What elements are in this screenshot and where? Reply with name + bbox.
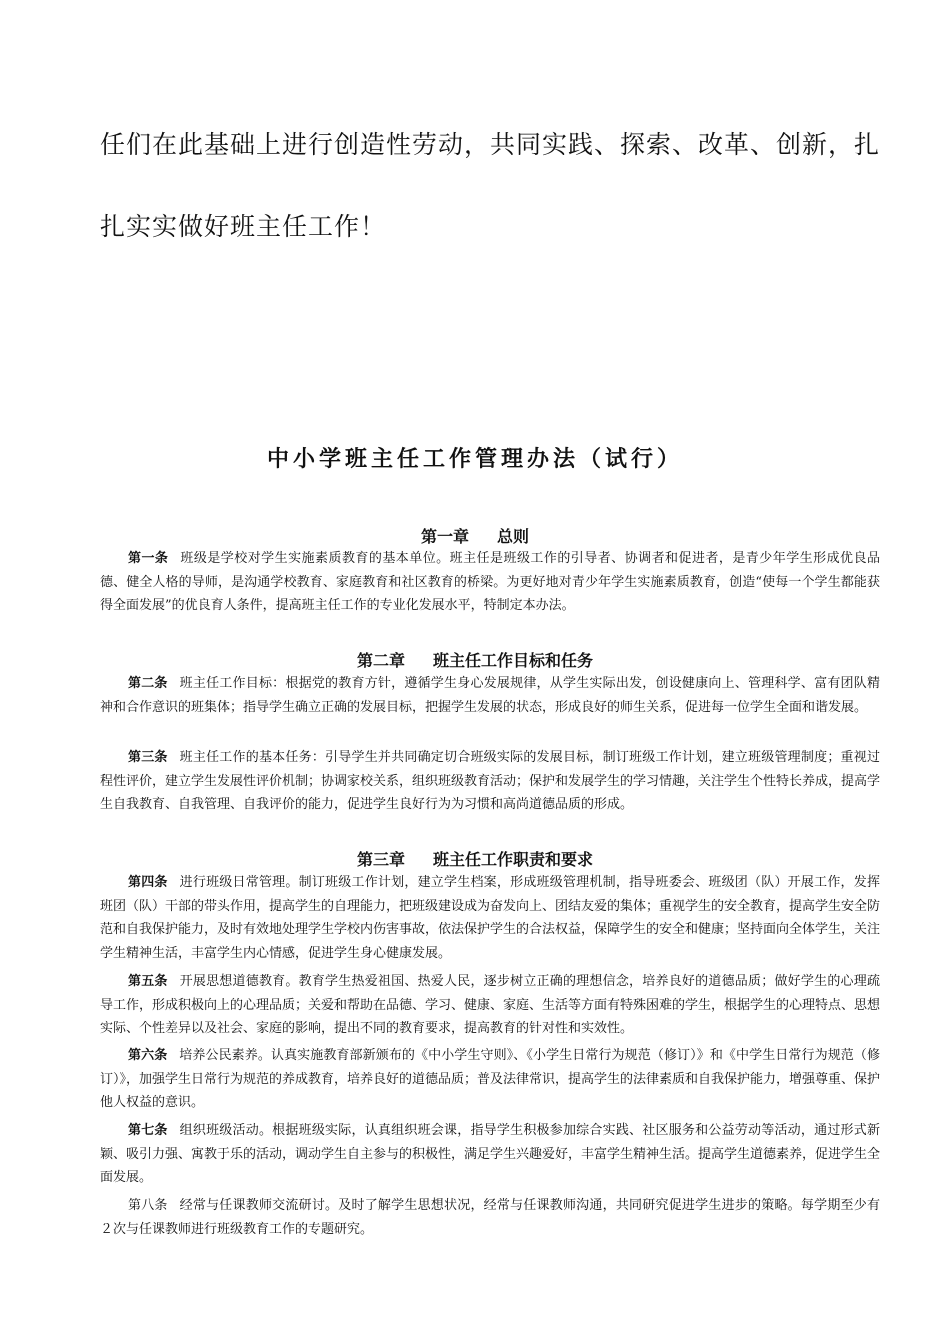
article-label: 第一条 bbox=[128, 551, 169, 566]
article-text: 培养公民素养。认真实施教育部新颁布的《中小学生守则》、《小学生日常行为规范（修订）》和《中学生日常行为规范（修订）》，加强学生日常行为规范的养成教育，培养良好的道德品质；普及法律常识，提高学生的法律素质和自我保护能力，增强尊重、保护他人权益的意识。 bbox=[100, 1048, 881, 1110]
article-text: 开展思想道德教育。教育学生热爱祖国、热爱人民，逐步树立正确的理想信念，培养良好的道德品质；做好学生的心理疏导工作，形成积极向上的心理品质；关爱和帮助在品德、学习、健康、家庭、生活等方面有特殊困难的学生，根据学生的心理特点、思想实际、个性差异以及社会、家庭的影响，提出不同的教育要求，提高教育的针对性和实效性。 bbox=[100, 974, 881, 1036]
article-7 bbox=[100, 1119, 880, 1190]
article-4 bbox=[100, 871, 880, 965]
article-text: 班级是学校对学生实施素质教育的基本单位。班主任是班级工作的引导者、协调者和促进者，是青少年学生形成优良品德、健全人格的导师，是沟通学校教育、家庭教育和社区教育的桥梁。为更好地对青少年学生实施素质教育，创造“使每一个学生都能获得全面发展”的优良育人条件，提高班主任工作的专业化发展水平，特制定本办法。 bbox=[100, 551, 880, 613]
chapter-heading-3 bbox=[0, 847, 950, 870]
article-8 bbox=[100, 1194, 880, 1241]
article-label: 第五条 bbox=[128, 974, 168, 989]
article-text: 经常与任课教师交流研讨。及时了解学生思想状况，经常与任课教师沟通，共同研究促进学生进步的策略。每学期至少有２次与任课教师进行班级教育工作的专题研究。 bbox=[100, 1198, 880, 1237]
chapter-name: 班主任工作目标和任务 bbox=[433, 651, 594, 670]
article-text: 班主任工作的基本任务：引导学生并共同确定切合班级实际的发展目标，制订班级工作计划，建立班级管理制度；重视过程性评价，建立学生发展性评价机制；协调家校关系，组织班级教育活动；保护和发展学生的学习情趣，关注学生个性特长养成，提高学生自我教育、自我管理、自我评价的能力，促进学生良好行为为习惯和高尚道德品质的形成。 bbox=[100, 750, 881, 812]
chapter-heading-2 bbox=[0, 648, 950, 671]
article-2 bbox=[100, 672, 880, 719]
chapter-name: 班主任工作职责和要求 bbox=[433, 850, 594, 869]
article-text: 组织班级活动。根据班级实际，认真组织班会课，指导学生积极参加综合实践、社区服务和公益劳动等活动，通过形式新颖、吸引力强、寓教于乐的活动，调动学生自主参与的积极性，满足学生兴趣爱好，丰富学生精神生活。提高学生道德素养，促进学生全面发展。 bbox=[100, 1123, 881, 1185]
article-label: 第七条 bbox=[128, 1123, 168, 1138]
article-label: 第八条 bbox=[128, 1198, 168, 1213]
article-label: 第三条 bbox=[128, 750, 168, 765]
chapter-heading-1 bbox=[0, 524, 950, 547]
article-5 bbox=[100, 970, 880, 1041]
article-text: 班主任工作目标：根据党的教育方针，遵循学生身心发展规律，从学生实际出发，创设健康向上、管理科学、富有团队精神和合作意识的班集体；指导学生确立正确的发展目标，把握学生发展的状态，形成良好的师生关系，促进每一位学生全面和谐发展。 bbox=[100, 676, 880, 715]
article-label: 第二条 bbox=[128, 676, 168, 691]
article-text: 进行班级日常管理。制订班级工作计划，建立学生档案，形成班级管理机制，指导班委会、班级团（队）开展工作，发挥班团（队）干部的带头作用，提高学生的自理能力，把班级建设成为奋发向上、团结友爱的集体；重视学生的安全教育，提高学生安全防范和自我保护能力，及时有效地处理学生学校内伤害事故，依法保护学生的合法权益，保障学生的安全和健康；坚持面向全体学生，关注学生精神生活，丰富学生内心情感，促进学生身心健康发展。 bbox=[100, 875, 881, 961]
chapter-number: 第三章 bbox=[356, 850, 405, 869]
article-label: 第四条 bbox=[128, 875, 168, 890]
article-6 bbox=[100, 1044, 880, 1115]
chapter-number: 第二章 bbox=[356, 651, 405, 670]
chapter-name: 总则 bbox=[497, 527, 530, 546]
article-1 bbox=[100, 547, 880, 618]
article-3 bbox=[100, 746, 880, 817]
article-label: 第六条 bbox=[128, 1048, 168, 1063]
intro-paragraph: 任们在此基础上进行创造性劳动，共同实践、探索、改革、创新，扎扎实实做好班主任工作！ bbox=[100, 130, 881, 241]
document-title: 中小学班主任工作管理办法（试行） bbox=[266, 446, 683, 472]
chapter-number: 第一章 bbox=[420, 527, 469, 546]
